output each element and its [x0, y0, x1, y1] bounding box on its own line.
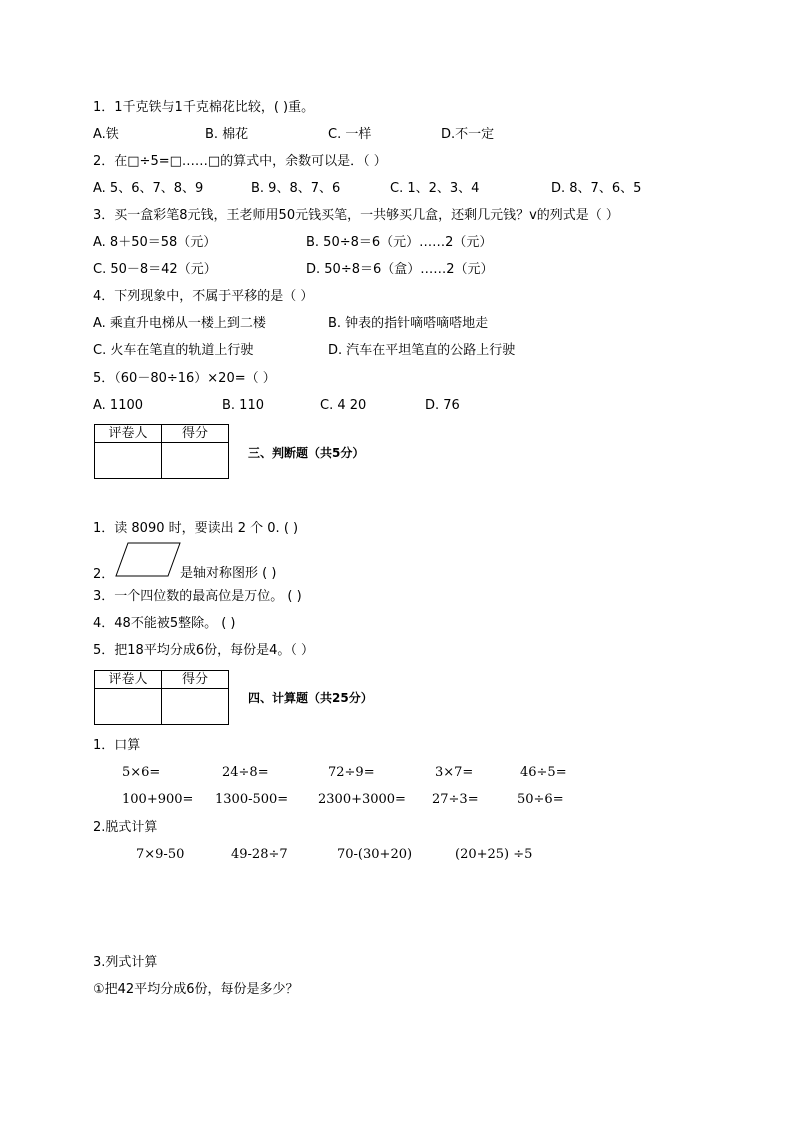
mc-q2-option-c: C. 1、2、3、4 — [390, 181, 480, 196]
score-label: 得分 — [162, 671, 229, 689]
mc-q4-option-c: C. 火车在笔直的轨道上行驶 — [93, 343, 254, 358]
step-calc-item: 70-(30+20) — [337, 847, 413, 862]
mc-q5-option-a: A. 1100 — [93, 398, 144, 413]
judge-q3: 3．一个四位数的最高位是万位。 ( ) — [93, 589, 302, 604]
list-calc-q1: ①把42平均分成6份，每份是多少？ — [93, 982, 299, 997]
mc-q5-stem: 5．（60－80÷16）×20=（ ） — [93, 371, 276, 386]
mc-q1-option-b: B. 棉花 — [205, 127, 249, 142]
section4-title: 四、计算题（共25分） — [248, 691, 373, 705]
oral-calc-item: 46÷5= — [520, 765, 567, 780]
mc-q1-stem: 1．1千克铁与1千克棉花比较，( )重。 — [93, 100, 315, 115]
reviewer-label: 评卷人 — [95, 671, 162, 689]
oral-calc-item: 24÷8= — [222, 765, 269, 780]
step-calc-item: 7×9-50 — [136, 847, 185, 862]
mc-q4-option-a: A. 乘直升电梯从一楼上到二楼 — [93, 316, 266, 331]
score-label: 得分 — [162, 425, 229, 443]
oral-calc-item: 27÷3= — [432, 792, 479, 807]
judge-q2-text: 是轴对称图形 ( ) — [180, 566, 277, 581]
list-calc-title: 3.列式计算 — [93, 955, 158, 970]
mc-q4-stem: 4．下列现象中，不属于平移的是（ ） — [93, 289, 314, 304]
section3-title: 三、判断题（共5分） — [248, 446, 365, 460]
oral-calc-item: 1300-500= — [215, 792, 289, 807]
mc-q2-option-b: B. 9、8、7、6 — [251, 181, 341, 196]
reviewer-cell[interactable] — [95, 443, 162, 479]
judge-q5: 5．把18平均分成6份，每份是4。（ ） — [93, 643, 314, 658]
score-box-section4 — [94, 670, 229, 725]
mc-q3-option-b: B. 50÷8＝6（元）……2（元） — [306, 235, 493, 250]
oral-calc-item: 3×7= — [435, 765, 474, 780]
mc-q2-stem: 2．在□÷5=□……□的算式中，余数可以是．（ ） — [93, 154, 387, 169]
judge-q4: 4．48不能被5整除。 ( ) — [93, 616, 236, 631]
parallelogram-figure — [114, 542, 182, 578]
mc-q3-option-a: A. 8＋50＝58（元） — [93, 235, 217, 250]
mc-q2-option-a: A. 5、6、7、8、9 — [93, 181, 204, 196]
mc-q3-option-d: D. 50÷8＝6（盒）……2（元） — [306, 262, 494, 277]
oral-calc-item: 100+900= — [122, 792, 194, 807]
oral-calc-title: 1．口算 — [93, 738, 141, 753]
oral-calc-item: 72÷9= — [328, 765, 375, 780]
mc-q3-option-c: C. 50－8＝42（元） — [93, 262, 217, 277]
mc-q5-option-b: B. 110 — [222, 398, 264, 413]
judge-q2-number: 2． — [93, 567, 115, 582]
step-calc-title: 2.脱式计算 — [93, 820, 158, 835]
step-calc-item: 49-28÷7 — [231, 847, 288, 862]
step-calc-item: (20+25) ÷5 — [455, 847, 533, 862]
score-box-section3 — [94, 424, 229, 479]
oral-calc-item: 50÷6= — [517, 792, 564, 807]
mc-q4-option-d: D. 汽车在平坦笔直的公路上行驶 — [328, 343, 516, 358]
judge-q1: 1．读 8090 时，要读出 2 个 0. ( ) — [93, 521, 299, 536]
mc-q5-option-d: D. 76 — [425, 398, 460, 413]
mc-q4-option-b: B. 钟表的指针嘀嗒嘀嗒地走 — [328, 316, 489, 331]
mc-q2-option-d: D. 8、7、6、5 — [551, 181, 642, 196]
score-cell[interactable] — [162, 443, 229, 479]
oral-calc-item: 2300+3000= — [318, 792, 406, 807]
mc-q1-option-c: C. 一样 — [328, 127, 372, 142]
mc-q3-stem: 3．买一盒彩笔8元钱，王老师用50元钱买笔，一共够买几盒，还剩几元钱？v的列式是（ ） — [93, 208, 619, 223]
oral-calc-item: 5×6= — [122, 765, 161, 780]
mc-q5-option-c: C. 4 20 — [320, 398, 367, 413]
mc-q1-option-a: A.铁 — [93, 127, 119, 142]
reviewer-cell[interactable] — [95, 689, 162, 725]
mc-q1-option-d: D.不一定 — [441, 127, 495, 142]
reviewer-label: 评卷人 — [95, 425, 162, 443]
score-cell[interactable] — [162, 689, 229, 725]
